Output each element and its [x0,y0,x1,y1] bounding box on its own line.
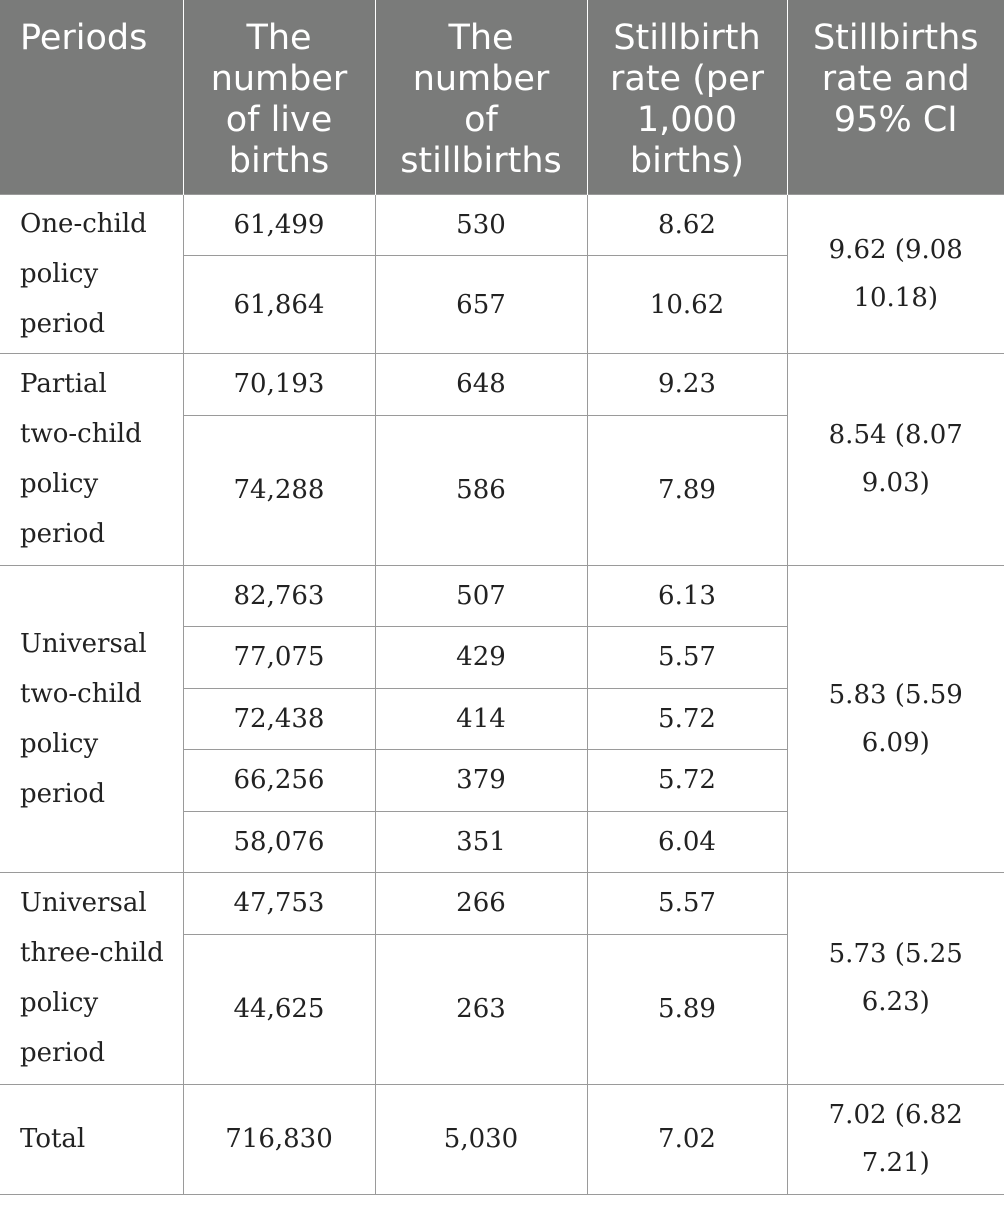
live-births-cell: 66,256 [183,750,375,812]
stillbirths-cell: 263 [375,934,587,1084]
stillbirths-cell: 379 [375,750,587,812]
rate-cell: 6.04 [587,811,787,873]
table-row [0,354,1004,416]
rate-cell: 9.23 [587,354,787,416]
live-births-cell: 61,864 [183,256,375,354]
period-cell: One-child policy period [0,194,183,354]
live-births-cell: 70,193 [183,354,375,416]
header-row [0,0,1004,194]
total-row [0,1084,1004,1194]
table-row [0,194,1004,256]
total-label: Total [0,1084,183,1194]
table-row [0,873,1004,935]
ci-cell: 5.73 (5.25 6.23) [787,873,1004,1085]
rate-cell: 5.57 [587,873,787,935]
rate-cell: 5.72 [587,688,787,750]
live-births-cell: 44,625 [183,934,375,1084]
stillbirths-cell: 429 [375,627,587,689]
live-births-cell: 74,288 [183,415,375,565]
period-cell: Universal three-child policy period [0,873,183,1085]
total-live-births: 716,830 [183,1084,375,1194]
stillbirths-cell: 530 [375,194,587,256]
rate-cell: 6.13 [587,565,787,627]
stillbirths-cell: 648 [375,354,587,416]
ci-cell: 9.62 (9.08 10.18) [787,194,1004,354]
stillbirths-cell: 351 [375,811,587,873]
header-rate-ci: Stillbirths rate and 95% CI [787,0,1004,194]
header-live-births: The number of live births [183,0,375,194]
header-periods: Periods [0,0,183,194]
rate-cell: 5.57 [587,627,787,689]
stillbirths-cell: 266 [375,873,587,935]
header-stillbirth-rate: Stillbirth rate (per 1,000 births) [587,0,787,194]
live-births-cell: 82,763 [183,565,375,627]
ci-cell: 5.83 (5.59 6.09) [787,565,1004,873]
stillbirths-cell: 507 [375,565,587,627]
live-births-cell: 47,753 [183,873,375,935]
total-rate: 7.02 [587,1084,787,1194]
period-cell: Universal two-child policy period [0,565,183,873]
header-stillbirths: The number of stillbirths [375,0,587,194]
live-births-cell: 61,499 [183,194,375,256]
rate-cell: 5.72 [587,750,787,812]
period-cell: Partial two-child policy period [0,354,183,566]
stillbirths-cell: 657 [375,256,587,354]
rate-cell: 5.89 [587,934,787,1084]
table-row [0,565,1004,627]
total-stillbirths: 5,030 [375,1084,587,1194]
rate-cell: 8.62 [587,194,787,256]
stillbirths-cell: 414 [375,688,587,750]
ci-cell: 8.54 (8.07 9.03) [787,354,1004,566]
live-births-cell: 58,076 [183,811,375,873]
rate-cell: 7.89 [587,415,787,565]
stillbirths-cell: 586 [375,415,587,565]
live-births-cell: 72,438 [183,688,375,750]
total-ci: 7.02 (6.82 7.21) [787,1084,1004,1194]
live-births-cell: 77,075 [183,627,375,689]
rate-cell: 10.62 [587,256,787,354]
